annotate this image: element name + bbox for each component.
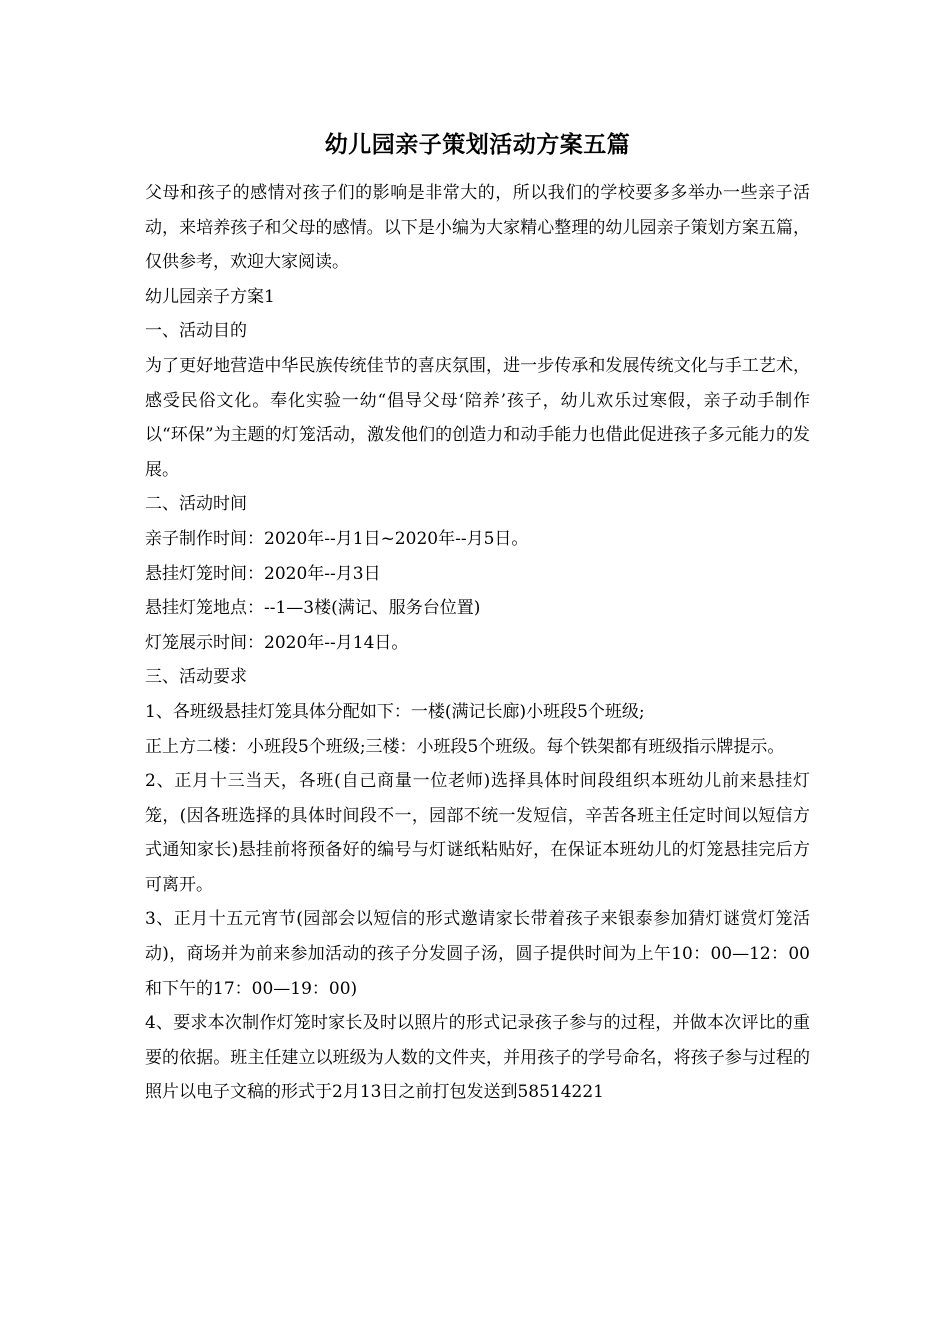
body-line: 亲子制作时间：2020年--月1日~2020年--月5日。 <box>145 528 529 549</box>
subsection-heading: 一、活动目的 <box>145 321 247 342</box>
body-paragraph: 4、要求本次制作灯笼时家长及时以照片的形式记录孩子参与的过程，并做本次评比的重要的依据。班主任建立以班级为人数的文件夹，并用孩子的学号命名，将孩子参与过程的照片以电子文稿的形式于2月13日之前打包发送到58514221 <box>145 1013 810 1103</box>
body-paragraph: 3、正月十五元宵节(园部会以短信的形式邀请家长带着孩子来银泰参加猜灯谜赏灯笼活动)，商场并为前来参加活动的孩子分发圆子汤，圆子提供时间为上午10：00—12：00和下午的17：00—19：00) <box>145 909 810 999</box>
section-heading: 幼儿园亲子方案1 <box>145 286 275 307</box>
subsection-heading: 二、活动时间 <box>145 494 247 515</box>
body-line: 悬挂灯笼地点：--1—3楼(满记、服务台位置) <box>145 598 481 619</box>
document-title: 幼儿园亲子策划活动方案五篇 <box>324 131 631 158</box>
body-paragraph: 2、正月十三当天，各班(自己商量一位老师)选择具体时间段组织本班幼儿前来悬挂灯笼，(因各班选择的具体时间段不一，园部不统一发短信，辛苦各班主任定时间以短信方式通知家长)悬挂前将预备好的编号与灯谜纸粘贴好，在保证本班幼儿的灯笼悬挂完后方可离开。 <box>145 771 810 895</box>
body-paragraph: 为了更好地营造中华民族传统佳节的喜庆氛围，进一步传承和发展传统文化与手工艺术，感受民俗文化。奉化实验一幼“倡导父母‘陪养’孩子，幼儿欢乐过寒假，亲子动手制作以“环保”为主题的灯笼活动，激发他们的创造力和动手能力也借此促进孩子多元能力的发展。 <box>145 355 810 480</box>
intro-paragraph: 父母和孩子的感情对孩子们的影响是非常大的，所以我们的学校要多多举办一些亲子活动，来培养孩子和父母的感情。以下是小编为大家精心整理的幼儿园亲子策划方案五篇，仅供参考，欢迎大家阅读。 <box>145 183 810 273</box>
subsection-heading: 三、活动要求 <box>145 667 247 688</box>
body-paragraph: 1、各班级悬挂灯笼具体分配如下：一楼(满记长廊)小班段5个班级; <box>145 701 645 722</box>
body-line: 悬挂灯笼时间：2020年--月3日 <box>145 563 381 584</box>
body-paragraph: 正上方二楼：小班段5个班级;三楼：小班段5个班级。每个铁架都有班级指示牌提示。 <box>145 736 785 757</box>
body-line: 灯笼展示时间：2020年--月14日。 <box>145 632 409 653</box>
document-body <box>145 176 810 1110</box>
document-page <box>145 128 810 1110</box>
